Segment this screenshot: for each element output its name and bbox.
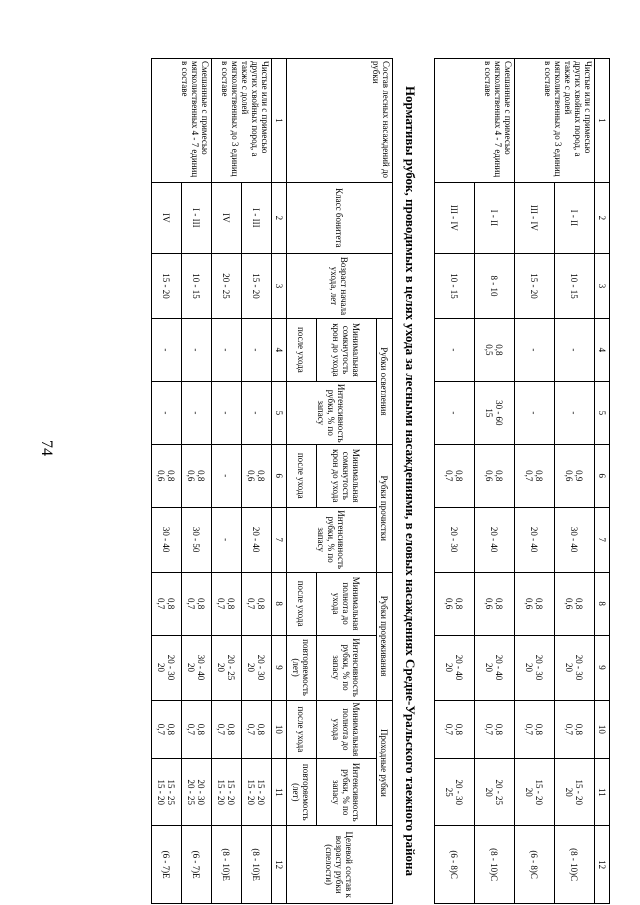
value-cell: 30 - 40 20 — [182, 635, 212, 700]
header-after: после ухода — [287, 572, 317, 635]
value-cell: 30 - 50 — [182, 507, 212, 572]
value-cell: 0,8 0,7 — [182, 700, 212, 759]
age-cell: 20 - 25 — [212, 253, 242, 318]
value-cell: 20 - 30 — [435, 507, 475, 572]
target-composition-cell: (6 - 7)Е — [152, 826, 182, 904]
header-number: 11 — [272, 759, 287, 826]
value-cell: 20 - 30 25 — [435, 759, 475, 826]
table-row — [242, 59, 272, 904]
composition-cell: Чистые или с примесью других хвойных пород, а также с долей мягколиственных до 3 единиц в составе — [515, 59, 595, 183]
header-number: 3 — [595, 253, 610, 318]
value-cell: 0,8 0,5 — [475, 318, 515, 381]
target-composition-cell: (8 - 10)С — [555, 826, 595, 904]
value-cell: 0,8 0,6 — [475, 572, 515, 635]
target-composition-cell: (6 - 8)С — [515, 826, 555, 904]
header-min-crown: Минимальная сомкнутость крон до ухода — [317, 444, 377, 507]
value-cell: 20 - 40 20 — [475, 635, 515, 700]
header-repeat: повторяемость (лет) — [287, 635, 317, 700]
value-cell: 0,9 0,6 — [555, 444, 595, 507]
value-cell: 15 - 20 20 — [555, 759, 595, 826]
table-row — [152, 59, 182, 904]
value-cell: 0,8 0,6 — [515, 572, 555, 635]
header-number: 4 — [272, 318, 287, 381]
value-cell: - — [242, 381, 272, 444]
age-cell: 15 - 20 — [242, 253, 272, 318]
value-cell: 0,8 0,6 — [435, 572, 475, 635]
value-cell: - — [182, 381, 212, 444]
site-class-cell: III - IV — [435, 182, 475, 253]
value-cell: 0,8 0,6 — [242, 444, 272, 507]
value-cell: - — [435, 318, 475, 381]
header-after: после ухода — [287, 700, 317, 759]
composition-cell: Смешанные с примесью мягколиственных 4 - 7 единиц в составе — [435, 59, 515, 183]
header-intensity: Интенсивность рубки, % по запасу — [287, 507, 377, 572]
header-number: 2 — [595, 182, 610, 253]
value-cell: 0,8 0,6 — [152, 444, 182, 507]
header-min-density: Минимальная полнота до ухода — [317, 700, 377, 759]
value-cell: - — [182, 318, 212, 381]
value-cell: 20 - 30 20 — [242, 635, 272, 700]
header-number: 4 — [595, 318, 610, 381]
header-number: 5 — [272, 381, 287, 444]
value-cell: 20 - 30 20 — [152, 635, 182, 700]
header-after: после ухода — [287, 318, 317, 381]
value-cell: 20 - 30 20 — [515, 635, 555, 700]
header-clearing: Рубки осветления — [377, 318, 393, 444]
age-cell: 10 - 15 — [435, 253, 475, 318]
header-intensity: Интенсивность рубки, % по запасу — [317, 759, 377, 826]
age-cell: 15 - 20 — [515, 253, 555, 318]
target-composition-cell: (8 - 10)С — [475, 826, 515, 904]
age-cell: 8 - 10 — [475, 253, 515, 318]
header-age: Возраст начала ухода, лет — [287, 253, 393, 318]
page-number: 74 — [38, 440, 55, 456]
value-cell: 15 - 20 15 - 20 — [212, 759, 242, 826]
value-cell: - — [212, 318, 242, 381]
header-number: 10 — [272, 700, 287, 759]
site-class-cell: I - II — [475, 182, 515, 253]
table-spruce-norms — [151, 58, 393, 904]
header-repeat: повторяемость (лет) — [287, 759, 317, 826]
value-cell: 0,8 0,6 — [475, 444, 515, 507]
header-min-crown: Минимальная сомкнутость крон до ухода — [317, 318, 377, 381]
header-site-class: Класс бонитета — [287, 182, 393, 253]
header-passing: Проходные рубки — [377, 700, 393, 826]
value-cell: 30 - 40 — [152, 507, 182, 572]
header-composition: Состав лесных насаждений до рубки — [287, 59, 393, 183]
value-cell: 30 - 40 — [555, 507, 595, 572]
age-cell: 10 - 15 — [555, 253, 595, 318]
value-cell: - — [152, 318, 182, 381]
header-number: 1 — [595, 59, 610, 183]
rotated-page-content — [20, 58, 610, 904]
header-number: 5 — [595, 381, 610, 444]
value-cell: 20 - 30 20 — [555, 635, 595, 700]
header-number: 8 — [595, 572, 610, 635]
composition-cell: Смешанные с примесью мягколиственных 4 - 7 единиц в составе — [152, 59, 212, 183]
header-thinning: Рубки прочистки — [377, 444, 393, 572]
header-sparse: Рубки прореживания — [377, 572, 393, 700]
value-cell: - — [212, 381, 242, 444]
value-cell: - — [152, 381, 182, 444]
age-cell: 15 - 20 — [152, 253, 182, 318]
value-cell: - — [242, 318, 272, 381]
value-cell: 0,8 0,7 — [515, 700, 555, 759]
value-cell: 20 - 40 — [242, 507, 272, 572]
value-cell: 20 - 40 20 — [435, 635, 475, 700]
table-row — [212, 59, 242, 904]
value-cell: - — [555, 381, 595, 444]
value-cell: 20 - 25 20 — [212, 635, 242, 700]
value-cell: 0,8 0,7 — [515, 444, 555, 507]
header-number: 7 — [595, 507, 610, 572]
header-number: 8 — [272, 572, 287, 635]
value-cell: - — [435, 381, 475, 444]
value-cell: 30 - 60 15 — [475, 381, 515, 444]
header-target: Целевой состав к возрасту рубки (спелости) — [287, 826, 393, 904]
target-composition-cell: (6 - 8)С — [435, 826, 475, 904]
site-class-cell: IV — [212, 182, 242, 253]
target-composition-cell: (8 - 10)Е — [242, 826, 272, 904]
header-number: 12 — [595, 826, 610, 904]
value-cell: 20 - 25 20 — [475, 759, 515, 826]
site-class-cell: I - III — [242, 182, 272, 253]
table-row — [555, 59, 595, 904]
value-cell: 0,8 0,7 — [212, 572, 242, 635]
value-cell: 0,8 0,7 — [242, 572, 272, 635]
value-cell: 0,8 0,7 — [435, 700, 475, 759]
value-cell: 0,8 0,7 — [242, 700, 272, 759]
value-cell: 0,8 0,7 — [555, 700, 595, 759]
target-composition-cell: (8 - 10)Е — [212, 826, 242, 904]
header-number: 11 — [595, 759, 610, 826]
header-number: 3 — [272, 253, 287, 318]
site-class-cell: III - IV — [515, 182, 555, 253]
header-number: 12 — [272, 826, 287, 904]
table-row — [182, 59, 212, 904]
header-number: 7 — [272, 507, 287, 572]
header-after: после ухода — [287, 444, 317, 507]
site-class-cell: I - II — [555, 182, 595, 253]
table-header-row — [377, 59, 393, 904]
table-header-numbers — [272, 59, 287, 904]
header-number: 2 — [272, 182, 287, 253]
value-cell: 15 - 25 15 - 20 — [152, 759, 182, 826]
value-cell: 0,8 0,7 — [212, 700, 242, 759]
header-number: 10 — [595, 700, 610, 759]
header-number: 6 — [595, 444, 610, 507]
header-intensity: Интенсивность рубки, % по запасу — [317, 635, 377, 700]
site-class-cell: IV — [152, 182, 182, 253]
target-composition-cell: (6 - 7)Е — [182, 826, 212, 904]
site-class-cell: I - III — [182, 182, 212, 253]
value-cell: 0,8 0,6 — [182, 444, 212, 507]
value-cell: - — [212, 507, 242, 572]
header-min-density: Минимальная полнота до ухода — [317, 572, 377, 635]
value-cell: 0,8 0,6 — [555, 572, 595, 635]
header-number: 6 — [272, 444, 287, 507]
table-title: Нормативы рубок, проводимых в целях ухода за лесными насаждениями, в еловых насаждениях Средне-Уральского таежного района — [403, 85, 418, 877]
header-intensity: Интенсивность рубки, % по запасу — [287, 381, 377, 444]
table-row — [475, 59, 515, 904]
value-cell: 0,8 0,7 — [152, 700, 182, 759]
value-cell: - — [212, 444, 242, 507]
table-row — [435, 59, 475, 904]
header-number: 1 — [272, 59, 287, 183]
table-continuation — [434, 58, 610, 904]
value-cell: 0,8 0,7 — [435, 444, 475, 507]
value-cell: 0,8 0,7 — [475, 700, 515, 759]
age-cell: 10 - 15 — [182, 253, 212, 318]
value-cell: 15 - 20 20 — [515, 759, 555, 826]
table-row — [515, 59, 555, 904]
value-cell: 20 - 40 — [475, 507, 515, 572]
header-number: 9 — [272, 635, 287, 700]
value-cell: 0,8 0,7 — [182, 572, 212, 635]
composition-cell: Чистые или с примесью других хвойных пород, а также с долей мягколиственных до 3 единиц в составе — [212, 59, 272, 183]
value-cell: - — [555, 318, 595, 381]
table-header-numbers — [595, 59, 610, 904]
value-cell: - — [515, 381, 555, 444]
value-cell: 0,8 0,7 — [152, 572, 182, 635]
value-cell: 20 - 30 20 - 25 — [182, 759, 212, 826]
header-number: 9 — [595, 635, 610, 700]
value-cell: 20 - 40 — [515, 507, 555, 572]
value-cell: - — [515, 318, 555, 381]
value-cell: 15 - 20 15 - 20 — [242, 759, 272, 826]
